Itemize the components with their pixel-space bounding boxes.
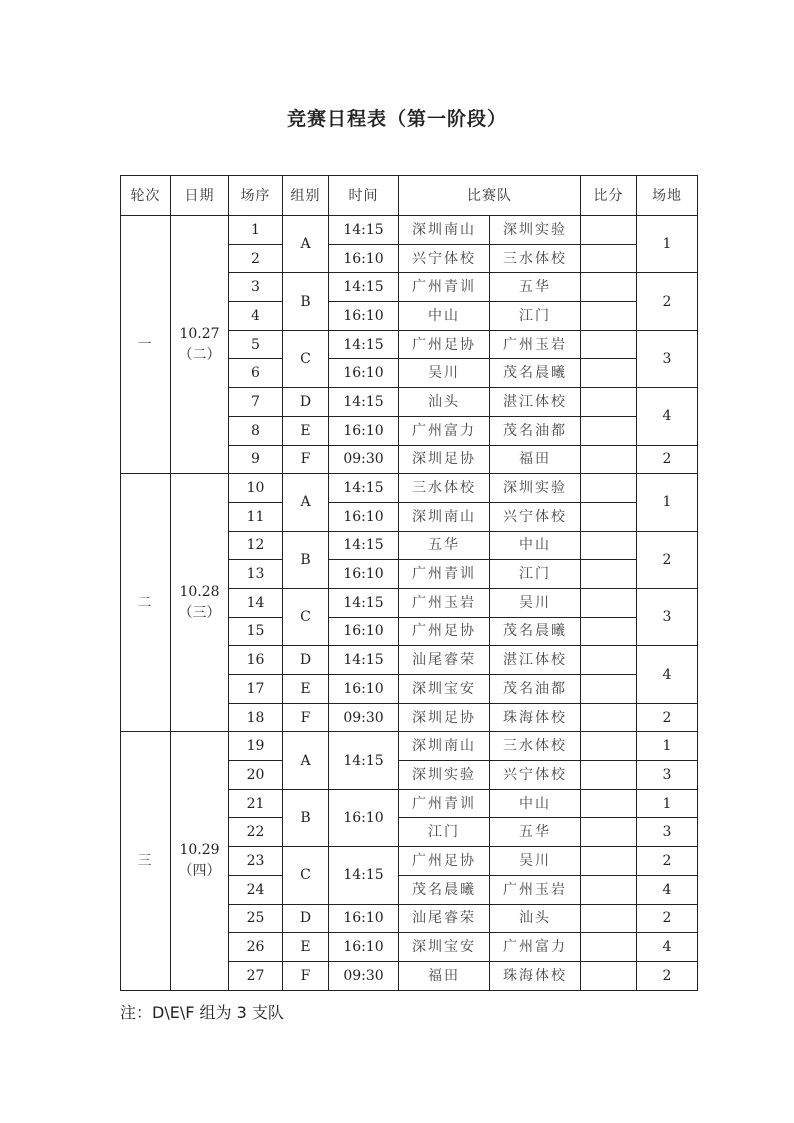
away-team-cell: 吴川 xyxy=(490,847,581,876)
away-team-cell: 中山 xyxy=(490,531,581,560)
time-cell: 16:10 xyxy=(329,933,399,962)
venue-cell: 3 xyxy=(637,761,698,790)
time-cell: 16:10 xyxy=(329,560,399,589)
round-cell: 三 xyxy=(121,732,171,990)
seq-cell: 26 xyxy=(229,933,283,962)
home-team-cell: 广州富力 xyxy=(399,416,490,445)
seq-cell: 19 xyxy=(229,732,283,761)
home-team-cell: 广州足协 xyxy=(399,617,490,646)
away-team-cell: 兴宁体校 xyxy=(490,761,581,790)
venue-cell: 4 xyxy=(637,875,698,904)
table-row xyxy=(121,474,698,503)
round-cell: 二 xyxy=(121,474,171,732)
seq-cell: 23 xyxy=(229,847,283,876)
footnote: 注：D\E\F 组为 3 支队 xyxy=(120,1003,284,1022)
time-cell: 14:15 xyxy=(329,732,399,789)
home-team-cell: 深圳实验 xyxy=(399,761,490,790)
weekday: （三） xyxy=(178,605,221,622)
group-cell: C xyxy=(283,330,329,387)
time-cell: 16:10 xyxy=(329,359,399,388)
score-cell[interactable] xyxy=(581,216,637,245)
away-team-cell: 广州玉岩 xyxy=(490,330,581,359)
score-cell[interactable] xyxy=(581,330,637,359)
header-row xyxy=(121,176,698,216)
home-team-cell: 兴宁体校 xyxy=(399,244,490,273)
away-team-cell: 福田 xyxy=(490,445,581,474)
seq-cell: 3 xyxy=(229,273,283,302)
seq-cell: 2 xyxy=(229,244,283,273)
group-cell: F xyxy=(283,961,329,990)
home-team-cell: 汕尾睿荣 xyxy=(399,646,490,675)
score-cell[interactable] xyxy=(581,474,637,503)
time-cell: 14:15 xyxy=(329,273,399,302)
venue-cell: 1 xyxy=(637,732,698,761)
away-team-cell: 广州富力 xyxy=(490,933,581,962)
header-round: 轮次 xyxy=(121,176,171,216)
score-cell[interactable] xyxy=(581,904,637,933)
seq-cell: 1 xyxy=(229,216,283,245)
home-team-cell: 广州青训 xyxy=(399,560,490,589)
group-cell: B xyxy=(283,789,329,846)
score-cell[interactable] xyxy=(581,789,637,818)
time-cell: 14:15 xyxy=(329,474,399,503)
away-team-cell: 茂名油都 xyxy=(490,416,581,445)
date: 10.29 xyxy=(179,842,220,859)
home-team-cell: 江门 xyxy=(399,818,490,847)
seq-cell: 27 xyxy=(229,961,283,990)
venue-cell: 1 xyxy=(637,474,698,531)
home-team-cell: 汕头 xyxy=(399,388,490,417)
date-cell xyxy=(171,474,229,732)
time-cell: 14:15 xyxy=(329,588,399,617)
score-cell[interactable] xyxy=(581,560,637,589)
score-cell[interactable] xyxy=(581,244,637,273)
group-cell: E xyxy=(283,675,329,704)
time-cell: 16:10 xyxy=(329,502,399,531)
venue-cell: 2 xyxy=(637,847,698,876)
venue-cell: 3 xyxy=(637,330,698,387)
home-team-cell: 深圳南山 xyxy=(399,732,490,761)
home-team-cell: 深圳宝安 xyxy=(399,933,490,962)
header-seq: 场序 xyxy=(229,176,283,216)
away-team-cell: 吴川 xyxy=(490,588,581,617)
time-cell: 16:10 xyxy=(329,789,399,846)
score-cell[interactable] xyxy=(581,388,637,417)
seq-cell: 20 xyxy=(229,761,283,790)
seq-cell: 11 xyxy=(229,502,283,531)
group-cell: E xyxy=(283,416,329,445)
seq-cell: 15 xyxy=(229,617,283,646)
group-cell: C xyxy=(283,847,329,904)
schedule-table xyxy=(120,175,698,991)
time-cell: 14:15 xyxy=(329,388,399,417)
away-team-cell: 汕头 xyxy=(490,904,581,933)
home-team-cell: 福田 xyxy=(399,961,490,990)
home-team-cell: 三水体校 xyxy=(399,474,490,503)
away-team-cell: 茂名晨曦 xyxy=(490,359,581,388)
seq-cell: 10 xyxy=(229,474,283,503)
venue-cell: 3 xyxy=(637,818,698,847)
seq-cell: 7 xyxy=(229,388,283,417)
group-cell: F xyxy=(283,703,329,732)
header-venue: 场地 xyxy=(637,176,698,216)
group-cell: B xyxy=(283,273,329,330)
home-team-cell: 深圳南山 xyxy=(399,502,490,531)
group-cell: F xyxy=(283,445,329,474)
venue-cell: 2 xyxy=(637,703,698,732)
seq-cell: 5 xyxy=(229,330,283,359)
away-team-cell: 三水体校 xyxy=(490,732,581,761)
date-cell xyxy=(171,216,229,474)
score-cell[interactable] xyxy=(581,646,637,675)
away-team-cell: 三水体校 xyxy=(490,244,581,273)
home-team-cell: 五华 xyxy=(399,531,490,560)
header-group: 组别 xyxy=(283,176,329,216)
seq-cell: 9 xyxy=(229,445,283,474)
venue-cell: 4 xyxy=(637,646,698,703)
away-team-cell: 茂名油都 xyxy=(490,675,581,704)
score-cell[interactable] xyxy=(581,445,637,474)
score-cell[interactable] xyxy=(581,588,637,617)
score-cell[interactable] xyxy=(581,761,637,790)
score-cell[interactable] xyxy=(581,732,637,761)
header-teams: 比赛队 xyxy=(399,176,581,216)
score-cell[interactable] xyxy=(581,703,637,732)
seq-cell: 24 xyxy=(229,875,283,904)
header-date: 日期 xyxy=(171,176,229,216)
seq-cell: 8 xyxy=(229,416,283,445)
weekday: （四） xyxy=(178,863,221,880)
away-team-cell: 茂名晨曦 xyxy=(490,617,581,646)
date: 10.27 xyxy=(179,326,220,343)
group-cell: E xyxy=(283,933,329,962)
seq-cell: 22 xyxy=(229,818,283,847)
score-cell[interactable] xyxy=(581,273,637,302)
home-team-cell: 广州足协 xyxy=(399,330,490,359)
score-cell[interactable] xyxy=(581,416,637,445)
home-team-cell: 广州青训 xyxy=(399,273,490,302)
away-team-cell: 湛江体校 xyxy=(490,646,581,675)
away-team-cell: 江门 xyxy=(490,302,581,331)
date-cell xyxy=(171,732,229,990)
home-team-cell: 广州玉岩 xyxy=(399,588,490,617)
away-team-cell: 江门 xyxy=(490,560,581,589)
date: 10.28 xyxy=(179,584,220,601)
home-team-cell: 汕尾睿荣 xyxy=(399,904,490,933)
venue-cell: 4 xyxy=(637,388,698,445)
score-cell[interactable] xyxy=(581,847,637,876)
group-cell: A xyxy=(283,216,329,273)
round-cell: 一 xyxy=(121,216,171,474)
home-team-cell: 深圳足协 xyxy=(399,703,490,732)
table-row xyxy=(121,732,698,761)
score-cell[interactable] xyxy=(581,961,637,990)
score-cell[interactable] xyxy=(581,933,637,962)
page-title: 竞赛日程表（第一阶段） xyxy=(286,108,507,130)
time-cell: 09:30 xyxy=(329,703,399,732)
away-team-cell: 五华 xyxy=(490,818,581,847)
score-cell[interactable] xyxy=(581,818,637,847)
away-team-cell: 广州玉岩 xyxy=(490,875,581,904)
home-team-cell: 深圳南山 xyxy=(399,216,490,245)
group-cell: B xyxy=(283,531,329,588)
seq-cell: 17 xyxy=(229,675,283,704)
time-cell: 14:15 xyxy=(329,646,399,675)
group-cell: D xyxy=(283,646,329,675)
group-cell: A xyxy=(283,732,329,789)
time-cell: 09:30 xyxy=(329,445,399,474)
venue-cell: 3 xyxy=(637,588,698,645)
group-cell: A xyxy=(283,474,329,531)
venue-cell: 4 xyxy=(637,933,698,962)
away-team-cell: 湛江体校 xyxy=(490,388,581,417)
header-time: 时间 xyxy=(329,176,399,216)
seq-cell: 13 xyxy=(229,560,283,589)
venue-cell: 2 xyxy=(637,961,698,990)
seq-cell: 6 xyxy=(229,359,283,388)
venue-cell: 2 xyxy=(637,445,698,474)
time-cell: 16:10 xyxy=(329,617,399,646)
time-cell: 16:10 xyxy=(329,302,399,331)
home-team-cell: 茂名晨曦 xyxy=(399,875,490,904)
time-cell: 09:30 xyxy=(329,961,399,990)
time-cell: 14:15 xyxy=(329,847,399,904)
venue-cell: 1 xyxy=(637,789,698,818)
away-team-cell: 珠海体校 xyxy=(490,703,581,732)
home-team-cell: 深圳足协 xyxy=(399,445,490,474)
away-team-cell: 兴宁体校 xyxy=(490,502,581,531)
time-cell: 14:15 xyxy=(329,531,399,560)
home-team-cell: 吴川 xyxy=(399,359,490,388)
seq-cell: 12 xyxy=(229,531,283,560)
time-cell: 14:15 xyxy=(329,330,399,359)
weekday: （二） xyxy=(178,347,221,364)
group-cell: D xyxy=(283,388,329,417)
score-cell[interactable] xyxy=(581,302,637,331)
time-cell: 16:10 xyxy=(329,416,399,445)
venue-cell: 2 xyxy=(637,531,698,588)
seq-cell: 4 xyxy=(229,302,283,331)
seq-cell: 21 xyxy=(229,789,283,818)
score-cell[interactable] xyxy=(581,359,637,388)
score-cell[interactable] xyxy=(581,617,637,646)
score-cell[interactable] xyxy=(581,502,637,531)
home-team-cell: 广州青训 xyxy=(399,789,490,818)
time-cell: 16:10 xyxy=(329,904,399,933)
away-team-cell: 深圳实验 xyxy=(490,216,581,245)
seq-cell: 18 xyxy=(229,703,283,732)
away-team-cell: 珠海体校 xyxy=(490,961,581,990)
venue-cell: 2 xyxy=(637,273,698,330)
time-cell: 16:10 xyxy=(329,675,399,704)
home-team-cell: 深圳宝安 xyxy=(399,675,490,704)
seq-cell: 25 xyxy=(229,904,283,933)
home-team-cell: 中山 xyxy=(399,302,490,331)
table-row xyxy=(121,216,698,245)
away-team-cell: 中山 xyxy=(490,789,581,818)
away-team-cell: 深圳实验 xyxy=(490,474,581,503)
time-cell: 16:10 xyxy=(329,244,399,273)
home-team-cell: 广州足协 xyxy=(399,847,490,876)
venue-cell: 2 xyxy=(637,904,698,933)
score-cell[interactable] xyxy=(581,531,637,560)
group-cell: D xyxy=(283,904,329,933)
away-team-cell: 五华 xyxy=(490,273,581,302)
score-cell[interactable] xyxy=(581,875,637,904)
seq-cell: 16 xyxy=(229,646,283,675)
header-score: 比分 xyxy=(581,176,637,216)
score-cell[interactable] xyxy=(581,675,637,704)
schedule-body xyxy=(121,216,698,991)
group-cell: C xyxy=(283,588,329,645)
time-cell: 14:15 xyxy=(329,216,399,245)
venue-cell: 1 xyxy=(637,216,698,273)
seq-cell: 14 xyxy=(229,588,283,617)
